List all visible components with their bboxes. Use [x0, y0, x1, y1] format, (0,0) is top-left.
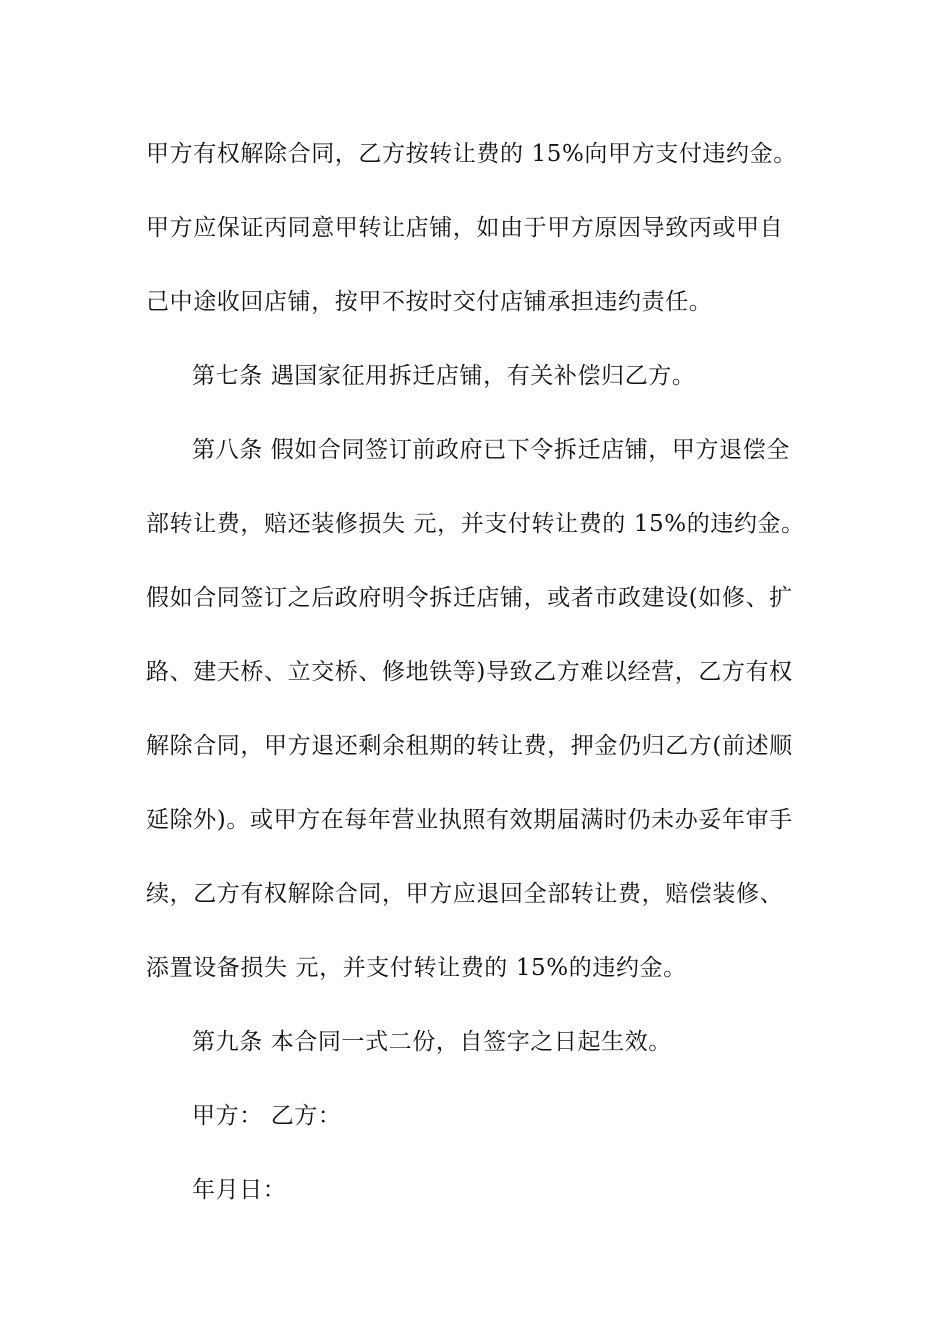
clause-eight: 第八条 假如合同签订前政府已下令拆迁店铺，甲方退偿全 — [192, 437, 790, 463]
text-line: 续，乙方有权解除合同，甲方应退回全部转让费，赔偿装修、 — [146, 881, 784, 907]
signature-parties: 甲方： 乙方： — [192, 1103, 342, 1129]
clause-nine: 第九条 本合同一式二份，自签字之日起生效。 — [192, 1029, 672, 1055]
text-line: 己中途收回店铺，按甲不按时交付店铺承担违约责任。 — [146, 289, 713, 315]
text-line: 甲方应保证丙同意甲转让店铺，如由于甲方原因导致丙或甲自 — [146, 215, 784, 241]
contract-text — [146, 131, 810, 1241]
signature-date: 年月日： — [192, 1177, 287, 1203]
text-line: 添置设备损失 元，并支付转让费的 15%的违约金。 — [146, 955, 687, 981]
text-line: 解除合同，甲方退还剩余租期的转让费，押金仍归乙方(前述顺 — [146, 733, 793, 759]
text-line: 路、建天桥、立交桥、修地铁等)导致乙方难以经营，乙方有权 — [146, 659, 793, 685]
text-line: 甲方有权解除合同，乙方按转让费的 15%向甲方支付违约金。 — [146, 141, 797, 167]
clause-seven: 第七条 遇国家征用拆迁店铺，有关补偿归乙方。 — [192, 363, 696, 389]
text-line: 部转让费，赔还装修损失 元，并支付转让费的 15%的违约金。 — [146, 511, 805, 537]
text-line: 假如合同签订之后政府明令拆迁店铺，或者市政建设(如修、扩 — [146, 585, 793, 611]
text-line: 延除外)。或甲方在每年营业执照有效期届满时仍未办妥年审手 — [146, 807, 793, 833]
